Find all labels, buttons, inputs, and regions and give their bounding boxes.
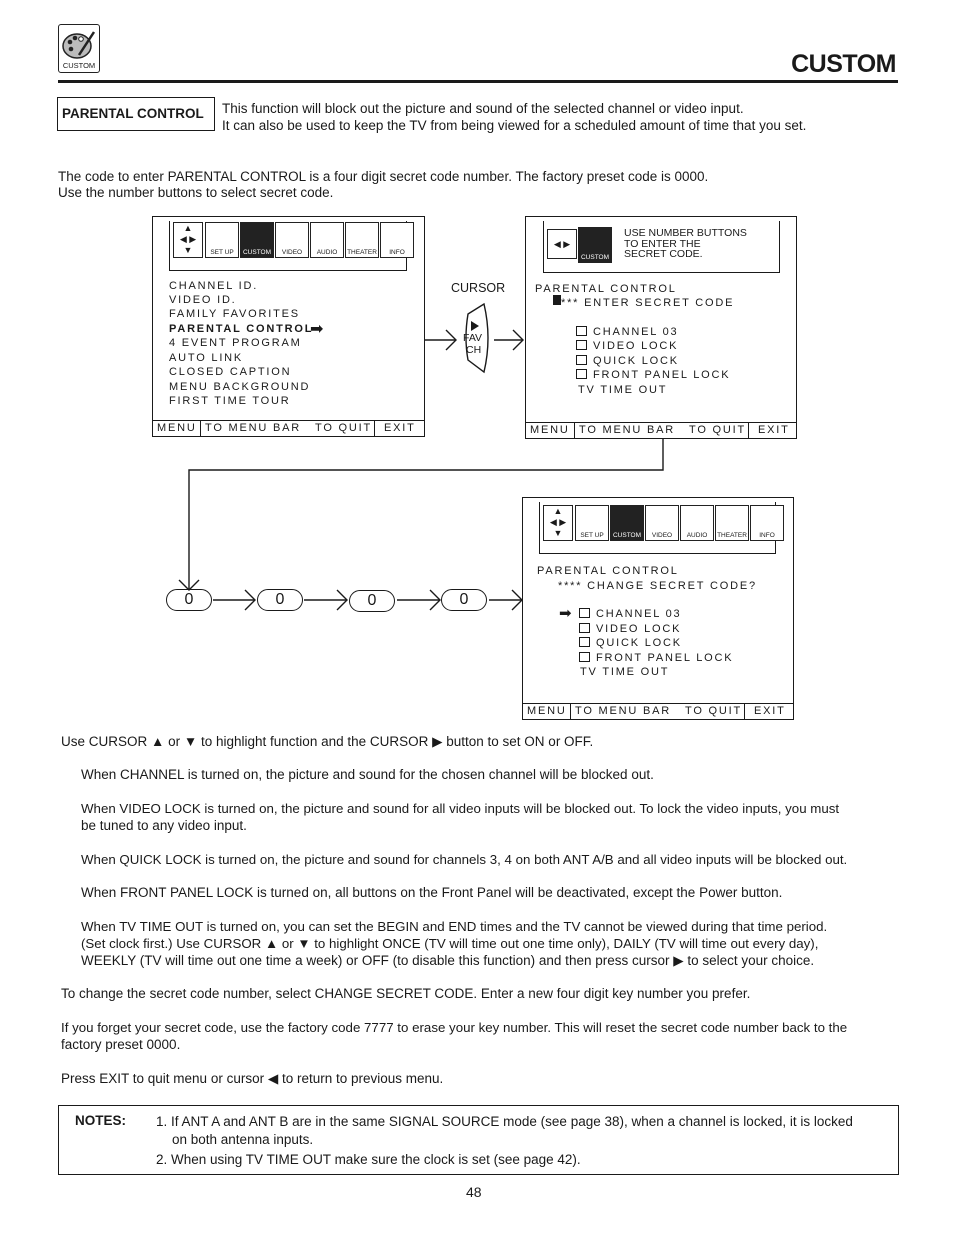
screen-title: PARENTAL CONTROL	[535, 283, 677, 295]
screen-footer	[526, 422, 796, 438]
code-line-1: The code to enter PARENTAL CONTROL is a four digit secret code number. The factory preset code is 0000.	[58, 169, 709, 184]
option-quick-lock[interactable]: QUICK LOCK	[579, 637, 682, 649]
code-line-2: Use the number buttons to select secret code.	[58, 185, 334, 200]
menu-item-family-favorites[interactable]: FAMILY FAVORITES	[169, 308, 300, 320]
help-text: USE NUMBER BUTTONS TO ENTER THE SECRET CODE.	[624, 227, 747, 260]
custom-icon-caption: CUSTOM	[62, 61, 96, 70]
footer-to-quit: TO QUIT	[311, 421, 375, 436]
intro-line-1: This function will block out the picture and sound of the selected channel or video input.	[222, 101, 744, 116]
checkbox[interactable]	[576, 355, 587, 365]
menu-item-menu-background[interactable]: MENU BACKGROUND	[169, 381, 311, 393]
footer-to-menu-bar: TO MENU BAR	[205, 422, 301, 434]
nav-arrows-icon: ◀ ▶	[547, 229, 577, 259]
notes-box	[58, 1105, 899, 1175]
info-icon: INFO	[380, 222, 414, 258]
page-number: 48	[466, 1184, 482, 1200]
parental-control-label: PARENTAL CONTROL	[57, 97, 215, 131]
video-icon: VIDEO	[645, 505, 679, 541]
note-1-line-2: on both antenna inputs.	[172, 1132, 314, 1147]
checkbox[interactable]	[579, 623, 590, 633]
forget-code-instruction-2: factory preset 0000.	[61, 1037, 181, 1052]
option-quick-lock[interactable]: QUICK LOCK	[576, 355, 679, 367]
menu-item-parental-control[interactable]: PARENTAL CONTROL	[169, 323, 314, 335]
selection-arrow-icon: ➡	[559, 605, 572, 622]
fav-label: FAV	[463, 332, 483, 344]
intro-line-2: It can also be used to keep the TV from being viewed for a scheduled amount of time that you set.	[222, 118, 807, 133]
code-digit: 0	[166, 589, 212, 611]
checkbox[interactable]	[579, 608, 590, 618]
nav-arrows-icon: ▲ ◀ ▶ ▼	[543, 505, 573, 541]
video-lock-description-2: be tuned to any video input.	[81, 818, 247, 833]
footer-exit: EXIT	[754, 705, 786, 717]
menu-item-video-id[interactable]: VIDEO ID.	[169, 294, 237, 306]
setup-icon: SET UP	[205, 222, 239, 258]
footer-menu: MENU	[526, 423, 575, 438]
checkbox[interactable]	[576, 326, 587, 336]
option-video-lock[interactable]: VIDEO LOCK	[579, 623, 681, 635]
note-2: 2. When using TV TIME OUT make sure the clock is set (see page 42).	[156, 1152, 581, 1167]
footer-menu: MENU	[523, 704, 571, 719]
theater-icon: THEATER	[715, 505, 749, 541]
footer-to-menu-bar: TO MENU BAR	[579, 424, 675, 436]
note-1-line-1: 1. If ANT A and ANT B are in the same SIGNAL SOURCE mode (see page 38), when a channel is locked, it is locked	[156, 1114, 853, 1129]
option-tv-time-out[interactable]: TV TIME OUT	[578, 384, 668, 396]
video-lock-description-1: When VIDEO LOCK is turned on, the picture and sound for all video inputs will be blocked out. To lock the video inputs, you must	[81, 801, 840, 816]
option-front-panel-lock[interactable]: FRONT PANEL LOCK	[579, 652, 733, 664]
exit-instruction: Press EXIT to quit menu or cursor ◀ to return to previous menu.	[61, 1071, 444, 1086]
option-channel[interactable]: CHANNEL 03	[579, 608, 681, 620]
tv-time-out-description-1: When TV TIME OUT is turned on, you can set the BEGIN and END times and the TV cannot be viewed during that time period.	[81, 919, 828, 934]
tv-time-out-description-3: WEEKLY (TV will time out one time a week) or OFF (to disable this function) and then press cursor ▶ to select your choice.	[81, 953, 815, 968]
page-title: CUSTOM	[791, 50, 896, 78]
selection-arrow-icon: ➡	[310, 321, 324, 338]
audio-icon: AUDIO	[310, 222, 344, 258]
custom-icon: CUSTOM	[610, 505, 644, 541]
screen-title: PARENTAL CONTROL	[537, 565, 679, 577]
menu-item-channel-id[interactable]: CHANNEL ID.	[169, 280, 259, 292]
theater-icon: THEATER	[345, 222, 379, 258]
footer-to-quit: TO QUIT	[681, 704, 745, 719]
secret-code-prompt[interactable]: *** ENTER SECRET CODE	[561, 297, 735, 309]
menu-item-first-time-tour[interactable]: FIRST TIME TOUR	[169, 395, 291, 407]
change-code-instruction: To change the secret code number, select CHANGE SECRET CODE. Enter a new four digit key number you prefer.	[61, 986, 751, 1001]
channel-description: When CHANNEL is turned on, the picture and sound for the chosen channel will be blocked out.	[81, 767, 654, 782]
enter-code-screen	[525, 216, 797, 439]
menu-item-4-event-program[interactable]: 4 EVENT PROGRAM	[169, 337, 302, 349]
forget-code-instruction-1: If you forget your secret code, use the factory code 7777 to erase your key number. This will reset the secret code number back to the	[61, 1020, 848, 1035]
option-channel[interactable]: CHANNEL 03	[576, 326, 678, 338]
code-cursor	[553, 295, 561, 305]
menu-item-closed-caption[interactable]: CLOSED CAPTION	[169, 366, 292, 378]
cursor-instruction: Use CURSOR ▲ or ▼ to highlight function and the CURSOR ▶ button to set ON or OFF.	[61, 734, 594, 749]
ch-label: CH	[466, 344, 482, 356]
screen-footer	[523, 703, 793, 719]
code-digit: 0	[349, 590, 395, 612]
checkbox[interactable]	[576, 369, 587, 379]
footer-exit: EXIT	[384, 422, 416, 434]
option-front-panel-lock[interactable]: FRONT PANEL LOCK	[576, 369, 730, 381]
option-tv-time-out[interactable]: TV TIME OUT	[580, 666, 670, 678]
nav-arrows-icon: ▲ ◀ ▶ ▼	[173, 222, 203, 258]
tv-time-out-description-2: (Set clock first.) Use CURSOR ▲ or ▼ to highlight ONCE (TV will time out one time only), DAILY (TV will time out every day),	[81, 936, 819, 951]
custom-icon: CUSTOM	[578, 227, 612, 263]
change-code-screen	[522, 497, 794, 720]
quick-lock-description: When QUICK LOCK is turned on, the picture and sound for channels 3, 4 on both ANT A/B and all video inputs will be blocked out.	[81, 852, 848, 867]
footer-menu: MENU	[153, 421, 201, 436]
checkbox[interactable]	[579, 637, 590, 647]
change-code-prompt[interactable]: **** CHANGE SECRET CODE?	[558, 580, 757, 592]
info-icon: INFO	[750, 505, 784, 541]
video-icon: VIDEO	[275, 222, 309, 258]
setup-icon: SET UP	[575, 505, 609, 541]
checkbox[interactable]	[579, 652, 590, 662]
checkbox[interactable]	[576, 340, 587, 350]
code-digit: 0	[257, 589, 303, 611]
custom-icon: CUSTOM	[240, 222, 274, 258]
cursor-label: CURSOR	[451, 281, 506, 295]
audio-icon: AUDIO	[680, 505, 714, 541]
notes-label: NOTES:	[75, 1113, 127, 1128]
code-digit: 0	[441, 589, 487, 611]
footer-exit: EXIT	[758, 424, 790, 436]
footer-to-quit: TO QUIT	[685, 423, 749, 438]
option-video-lock[interactable]: VIDEO LOCK	[576, 340, 678, 352]
menu-item-auto-link[interactable]: AUTO LINK	[169, 352, 244, 364]
front-panel-lock-description: When FRONT PANEL LOCK is turned on, all buttons on the Front Panel will be deactivated, except the Power button.	[81, 885, 783, 900]
footer-to-menu-bar: TO MENU BAR	[575, 705, 671, 717]
